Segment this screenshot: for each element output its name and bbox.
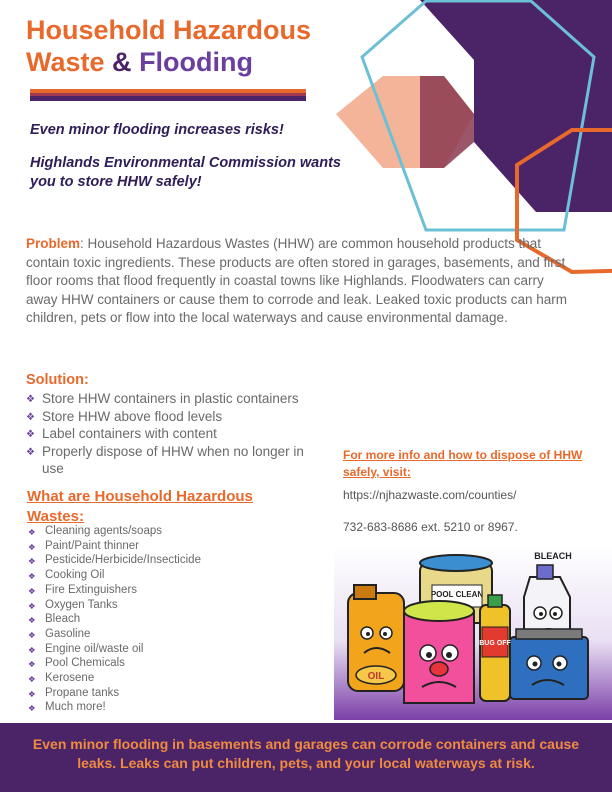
hazardous-containers-illustration	[334, 545, 612, 720]
page-title	[26, 14, 356, 78]
diamond-bullet-icon: ❖	[28, 629, 36, 640]
overlap-hexagon	[420, 76, 474, 168]
tagline-commission: Highlands Environmental Commission wants you to store HHW safely!	[30, 155, 341, 190]
info-box	[343, 447, 593, 536]
diamond-bullet-icon: ❖	[28, 556, 36, 567]
problem-text: : Household Hazardous Wastes (HHW) are common household products that contain toxic ingredients. These products are often stored in garages, basements, and first floor rooms that flood frequently in coastal towns like Highlands. Floodwaters can carry away HHW containers or cause them to corrode and leak. Leaked toxic products can harm children, pets or flow into the local waterways and cause environmental damage.	[26, 236, 568, 326]
diamond-bullet-icon: ❖	[28, 659, 36, 670]
diamond-bullet-icon: ❖	[28, 585, 36, 596]
diamond-bullet-icon: ❖	[26, 394, 35, 405]
hhw-list	[28, 524, 308, 715]
list-item: ❖ Engine oil/waste oil	[28, 642, 308, 657]
oil-label: OIL	[367, 671, 385, 682]
diamond-bullet-icon: ❖	[28, 703, 36, 714]
list-item: ❖ Label containers with content	[26, 425, 326, 443]
bug-spray-can-icon	[480, 595, 510, 701]
info-url-link[interactable]: https://njhazwaste.com/counties/	[343, 488, 517, 502]
list-item: ❖ Store HHW above flood levels	[26, 408, 326, 426]
title-flooding: Flooding	[139, 47, 254, 77]
tagline-risk: Even minor flooding increases risks!	[30, 122, 284, 138]
info-phone: 732-683-8686 ext. 5210 or 8967.	[343, 520, 518, 534]
purple-hexagon	[474, 0, 612, 212]
list-item: ❖ Cooking Oil	[28, 568, 308, 583]
diamond-bullet-icon: ❖	[28, 527, 36, 537]
car-battery-icon	[510, 629, 588, 699]
diamond-bullet-icon: ❖	[26, 411, 35, 423]
info-heading-link[interactable]: For more info and how to dispose of HHW safely, visit:	[343, 448, 583, 479]
solution-list	[26, 390, 326, 478]
list-item: ❖ Bleach	[28, 612, 308, 627]
purple-hexagon-edge	[420, 0, 474, 60]
problem-paragraph	[26, 235, 574, 328]
title-ampersand: &	[112, 47, 132, 77]
bug-off-label: BUG OFF	[479, 640, 511, 647]
diamond-bullet-icon: ❖	[26, 446, 35, 458]
title-divider	[30, 89, 306, 101]
list-item: ❖ Pesticide/Herbicide/Insecticide	[28, 553, 308, 568]
list-item: ❖ Properly dispose of HHW when no longer in use	[26, 443, 304, 476]
footer-text: Even minor flooding in basements and garages can corrode containers and cause leaks. Leaks can put children, pets, and your local waterways at risk.	[32, 736, 580, 771]
diamond-bullet-icon: ❖	[28, 644, 36, 655]
diamond-bullet-icon: ❖	[28, 600, 36, 611]
title-line-2	[26, 46, 356, 78]
list-item: ❖ Cleaning agents/soaps	[28, 524, 308, 539]
problem-label: Problem	[26, 236, 81, 251]
title-line-1: Household Hazardous	[26, 15, 312, 45]
solution-heading: Solution:	[26, 372, 89, 388]
diamond-bullet-icon: ❖	[28, 674, 36, 685]
list-item: ❖ Much more!	[28, 700, 308, 715]
bleach-label: BLEACH	[534, 551, 572, 561]
list-item: ❖ Propane tanks	[28, 686, 308, 701]
diamond-bullet-icon: ❖	[28, 541, 36, 552]
diamond-bullet-icon: ❖	[26, 429, 35, 440]
hhw-heading: What are Household Hazardous Wastes:	[27, 488, 253, 525]
list-item: ❖ Paint/Paint thinner	[28, 539, 308, 554]
list-item: ❖ Fire Extinguishers	[28, 583, 308, 598]
pool-clean-label: POOL CLEAN	[430, 590, 484, 599]
paint-can-icon	[404, 601, 474, 703]
diamond-bullet-icon: ❖	[28, 571, 36, 582]
list-item: ❖ Oxygen Tanks	[28, 598, 308, 613]
diamond-bullet-icon: ❖	[28, 688, 36, 699]
list-item: ❖ Gasoline	[28, 627, 308, 642]
title-waste: Waste	[26, 47, 105, 77]
list-item: ❖ Store HHW containers in plastic containers	[26, 390, 326, 408]
list-item: ❖ Kerosene	[28, 671, 308, 686]
diamond-bullet-icon: ❖	[28, 615, 36, 626]
list-item: ❖ Pool Chemicals	[28, 656, 308, 671]
